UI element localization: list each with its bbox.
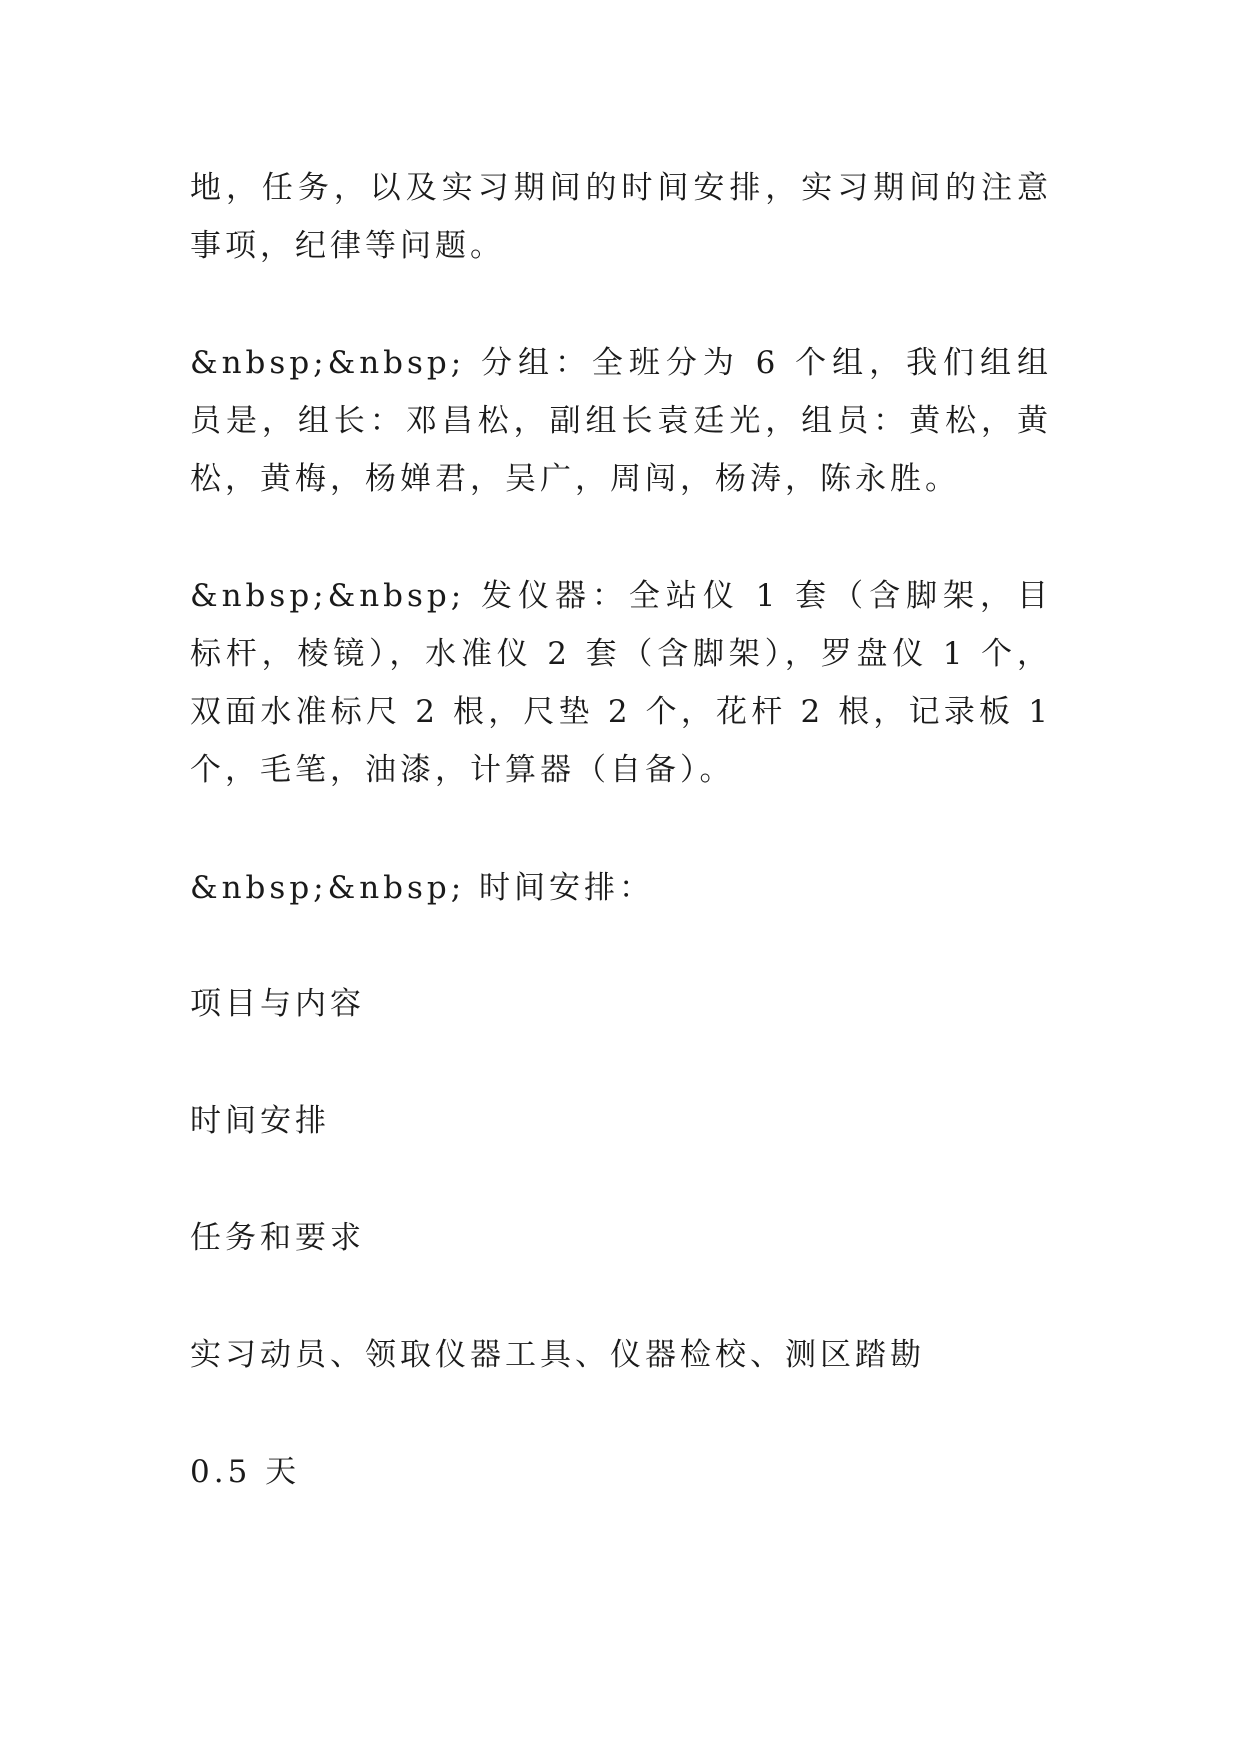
- paragraph-grouping: &nbsp;&nbsp; 分组：全班分为 6 个组，我们组组员是，组长：邓昌松，副组长袁廷光，组员：黄松，黄松，黄梅，杨婵君，吴广，周闯，杨涛，陈永胜。: [190, 345, 1052, 497]
- paragraph-instruments: &nbsp;&nbsp; 发仪器：全站仪 1 套（含脚架，目标杆，棱镜），水准仪 2 套（含脚架），罗盘仪 1 个，双面水准标尺 2 根，尺垫 2 个，花杆 2 根，记录板 1 个，毛笔，油漆，计算器（自备）。: [190, 578, 1052, 788]
- paragraph-time-arrangement: 时间安排: [190, 1103, 330, 1139]
- paragraph-duration: 0.5 天: [190, 1454, 301, 1490]
- paragraph-task-requirements: 任务和要求: [190, 1220, 365, 1256]
- paragraph-schedule-heading: &nbsp;&nbsp; 时间安排：: [190, 870, 655, 906]
- paragraph-item-content: 项目与内容: [190, 986, 365, 1022]
- paragraph-mobilization: 实习动员、领取仪器工具、仪器检校、测区踏勘: [190, 1337, 925, 1373]
- paragraph-task-intro: 地，任务，以及实习期间的时间安排，实习期间的注意事项，纪律等问题。: [190, 170, 1052, 264]
